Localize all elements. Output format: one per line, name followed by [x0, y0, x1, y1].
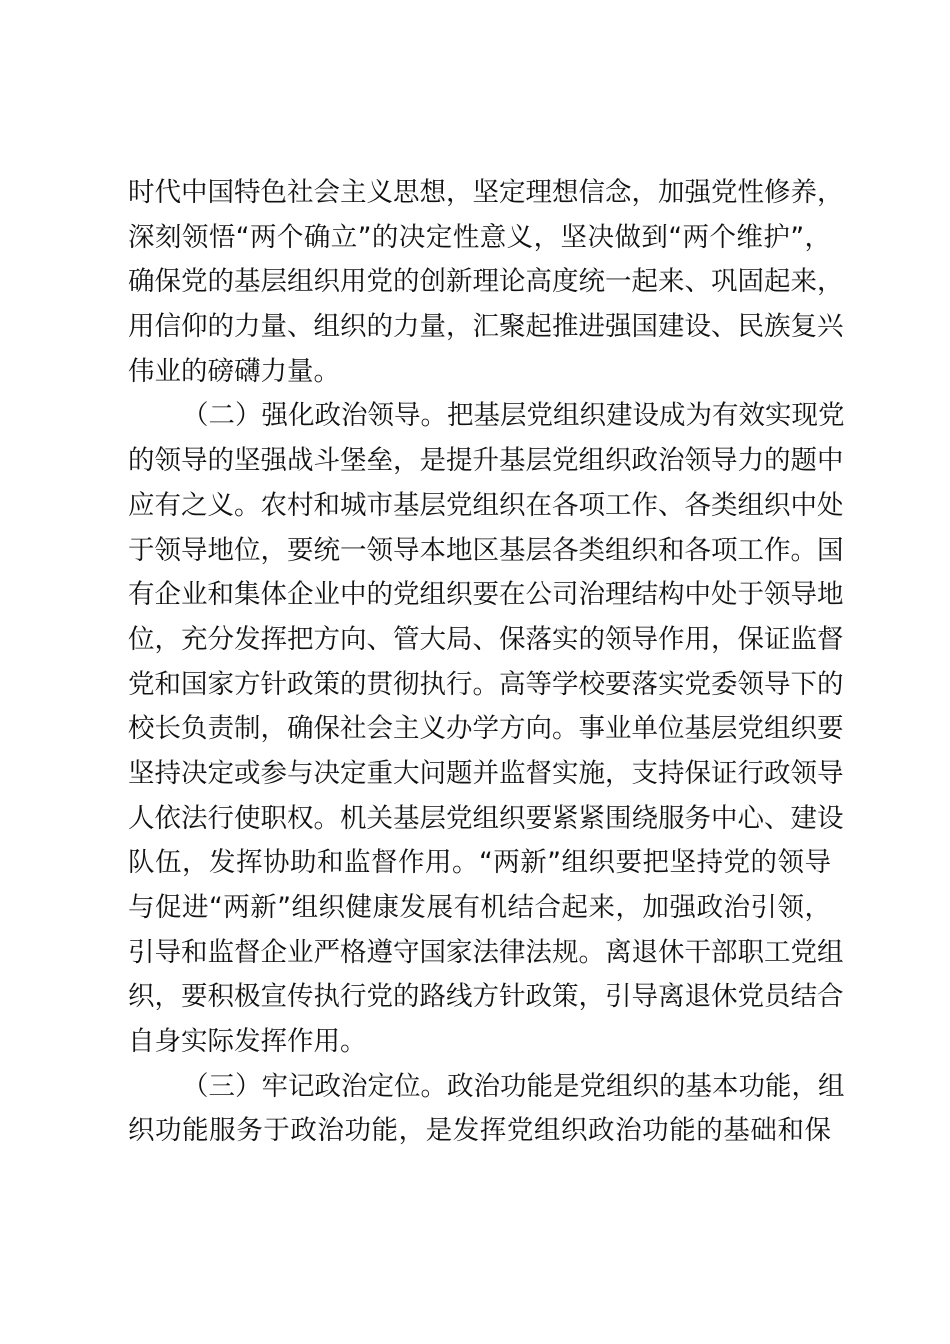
text-line: 自身实际发挥作用。: [128, 1026, 367, 1058]
text-line: 确保党的基层组织用党的创新理论高度统一起来、巩固起来，: [128, 266, 844, 298]
text-line: 坚持决定或参与决定重大问题并监督实施，支持保证行政领导: [128, 757, 844, 789]
text-line: 深刻领悟“两个确立”的决定性意义，坚决做到“两个维护”，: [128, 221, 831, 253]
text-line: 引导和监督企业严格遵守国家法律法规。离退休干部职工党组: [128, 936, 844, 968]
text-line: 时代中国特色社会主义思想，坚定理想信念，加强党性修养，: [128, 177, 844, 208]
paragraph-2: [128, 394, 845, 1064]
text-line: 应有之义。农村和城市基层党组织在各项工作、各类组织中处: [128, 489, 844, 521]
text-line: 用信仰的力量、组织的力量，汇聚起推进强国建设、民族复兴: [128, 311, 844, 343]
text-line: 党和国家方针政策的贯彻执行。高等学校要落实党委领导下的: [128, 668, 844, 700]
text-line: 校长负责制，确保社会主义办学方向。事业单位基层党组织要: [128, 713, 844, 745]
text-line: 位，充分发挥把方向、管大局、保落实的领导作用，保证监督: [128, 623, 844, 655]
text-line: 队伍，发挥协助和监督作用。“两新”组织要把坚持党的领导: [128, 847, 831, 879]
text-line: 与促进“两新”组织健康发展有机结合起来，加强政治引领，: [128, 892, 831, 923]
text-line: （二）强化政治领导。把基层党组织建设成为有效实现党: [182, 400, 845, 432]
document-body: [128, 171, 845, 1154]
text-line: （三）牢记政治定位。政治功能是党组织的基本功能，组: [182, 1070, 845, 1102]
text-line: 伟业的磅礴力量。: [128, 355, 340, 387]
paragraph-1: [128, 171, 844, 394]
text-line: 有企业和集体企业中的党组织要在公司治理结构中处于领导地: [128, 579, 844, 611]
text-line: 织功能服务于政治功能，是发挥党组织政治功能的基础和保: [128, 1115, 831, 1147]
paragraph-3: [128, 1065, 845, 1154]
text-line: 织，要积极宣传执行党的路线方针政策，引导离退休党员结合: [128, 981, 844, 1013]
text-line: 于领导地位，要统一领导本地区基层各类组织和各项工作。国: [128, 534, 844, 566]
text-line: 人依法行使职权。机关基层党组织要紧紧围绕服务中心、建设: [128, 802, 844, 834]
text-line: 的领导的坚强战斗堡垒，是提升基层党组织政治领导力的题中: [128, 445, 844, 477]
